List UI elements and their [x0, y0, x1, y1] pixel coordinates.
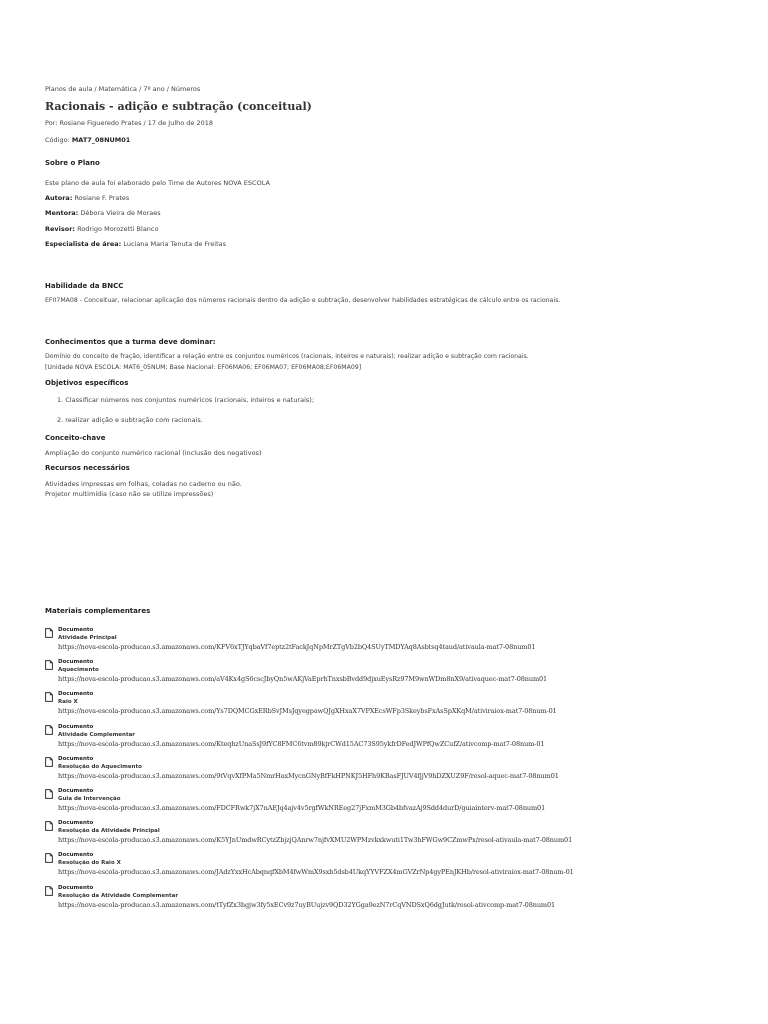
material-type-label: Documento	[58, 755, 94, 762]
material-item[interactable]	[45, 885, 735, 915]
revisor-value: Rodrigo Morozetti Blanco	[77, 225, 159, 233]
conceito-heading: Conceito-chave	[45, 434, 106, 442]
material-name: Atividade Complementar	[58, 731, 135, 738]
material-item[interactable]	[45, 627, 735, 657]
plan-code-label: Código:	[45, 136, 70, 144]
material-name: Resolução da Atividade Complementar	[58, 892, 179, 899]
document-icon	[45, 821, 53, 831]
document-icon	[45, 725, 53, 735]
conhecimentos-line2: [Unidade NOVA ESCOLA: MAT6_05NUM; Base Nacional: EF06MA06; EF06MA07; EF06MA08;EF06MA09]	[45, 364, 362, 371]
material-type-label: Documento	[58, 852, 94, 859]
material-type-label: Documento	[58, 788, 94, 794]
material-url-link[interactable]: https://nova-escola-producao.s3.amazonaws.com/JAdzYxxHcAbqnqfXbM4fwWmX9sxb5dsb4UkqYYVFZX4mGVZrNp4gyPEnJKHb/resol-ativiraiox-mat7-08num-01	[58, 868, 574, 877]
material-url-link[interactable]: https://nova-escola-producao.s3.amazonaws.com/9tVqvXfPMa5NmrHaxMycnGNyBfFkHPNKJ5HFh9KBasFJUV4fjjV9hDZXUZ9F/resol-aquec-mat7-08num01	[58, 771, 559, 780]
material-name: Guia de Intervenção	[58, 796, 121, 802]
conhecimentos-heading: Conhecimentos que a turma deve dominar:	[45, 338, 216, 346]
material-item[interactable]	[45, 724, 735, 754]
document-icon	[45, 692, 53, 702]
objetivo-item: 1. Classificar números nos conjuntos numéricos (racionais, inteiros e naturais);	[57, 396, 315, 404]
recursos-line2: Projetor multimídia (caso não se utilize impressões)	[45, 490, 214, 498]
material-item[interactable]	[45, 788, 735, 818]
document-icon	[45, 789, 53, 799]
breadcrumb: Planos de aula / Matemática / 7º ano / Números	[45, 85, 201, 93]
mentora-value: Débora Vieira de Moraes	[80, 209, 161, 217]
material-type-label: Documento	[58, 820, 94, 827]
material-type-label: Documento	[58, 691, 94, 698]
materiais-heading: Materiais complementares	[45, 607, 151, 615]
recursos-heading: Recursos necessários	[45, 464, 130, 472]
revisor-label: Revisor:	[45, 225, 76, 233]
material-type-label: Documento	[58, 627, 94, 633]
material-url-link[interactable]: https://nova-escola-producao.s3.amazonaws.com/KFV6xTJYqbaVf7eptz2tFackJqNpMrZTgVb2bQ4SUyTMDYAq8Asbtsq4taud/ativaula-mat7-08num01	[58, 643, 536, 651]
material-url-link[interactable]: https://nova-escola-producao.s3.amazonaws.com/K5YJnUmdwRCytzZbjzjQAnrw7njfvXMU2WPMzvkxkwuti1Tw3hFWGw9CZmwPx/resol-ativaula-mat7-08num01	[58, 836, 573, 845]
bncc-heading: Habilidade da BNCC	[45, 282, 124, 290]
recursos-line1: Atividades impressas em folhas, coladas no caderno ou não.	[45, 480, 242, 488]
document-icon	[45, 886, 53, 896]
autora-label: Autora:	[45, 194, 73, 202]
material-type-label: Documento	[58, 723, 94, 730]
revisor-line	[45, 225, 158, 233]
mentora-label: Mentora:	[45, 209, 79, 217]
document-icon	[45, 853, 53, 863]
objetivos-heading: Objetivos específicos	[45, 379, 129, 387]
sobre-intro: Este plano de aula foi elaborado pelo Time de Autores NOVA ESCOLA	[45, 179, 270, 187]
material-url-link[interactable]: https://nova-escola-producao.s3.amazonaws.com/Ys7DQMCGxERbSvJMsJqyegpawQJgXHxaX7VPXEcsWFp3SkeybsFxAsSpXKqM/ativiraiox-mat7-08num-01	[58, 707, 557, 716]
material-url-link[interactable]: https://nova-escola-producao.s3.amazonaws.com/KteqhzUnaSsJ9fYC8FMC6tvm89kjrCWd15AC73S95ykfrDFedJWPfQwZCufZ/ativcomp-mat7-08num-01	[58, 739, 545, 748]
author-date: Por: Rosiane Figueredo Prates / 17 de Julho de 2018	[45, 119, 214, 127]
material-item[interactable]	[45, 691, 735, 721]
autora-line	[45, 194, 129, 202]
document-icon	[45, 660, 53, 670]
especialista-line	[45, 240, 226, 248]
material-url-link[interactable]: https://nova-escola-producao.s3.amazonaws.com/aV4Kx4gS6cscJbyQn5wAKjVaEprhTnxsbBvdd9djxuEysRz97M9wnWDm8nX9/ativaquec-mat7-08num01	[58, 675, 548, 684]
material-item[interactable]	[45, 659, 735, 689]
material-item[interactable]	[45, 852, 735, 882]
conhecimentos-line1: Domínio do conceito de fração, identificar a relação entre os conjuntos numéricos (racionais, inteiros e naturais); realizar adição e subtração com racionais.	[45, 353, 529, 360]
material-type-label: Documento	[58, 884, 94, 891]
mentora-line	[45, 209, 161, 217]
material-name: Resolução da Atividade Principal	[58, 828, 160, 835]
material-type-label: Documento	[58, 659, 94, 666]
sobre-heading: Sobre o Plano	[45, 159, 100, 167]
material-url-link[interactable]: https://nova-escola-producao.s3.amazonaws.com/tTyfZx3hgjw3fy5xECv9z7uyBUujzv9QD32YGga9ezN7rCqVNDSxQ6dgJutk/resol-ativcomp-mat7-08num01	[58, 900, 556, 909]
page-title: Racionais - adição e subtração (conceitual)	[45, 100, 312, 113]
bncc-text: EF07MA08 - Conceituar, relacionar aplicação dos números racionais dentro da adição e subtração, desenvolver habilidades estratégicas de cálculo entre os racionais.	[45, 297, 561, 304]
material-name: Resolução do Aquecimento	[58, 763, 142, 770]
material-name: Aquecimento	[58, 667, 99, 674]
document-icon	[45, 628, 53, 638]
conceito-text: Ampliação do conjunto numérico racional (inclusão dos negativos)	[45, 449, 262, 457]
especialista-value: Luciana Maria Tenuta de Freitas	[123, 240, 227, 248]
material-name: Atividade Principal	[58, 635, 117, 641]
document-icon	[45, 757, 53, 767]
objetivo-item: 2. realizar adição e subtração com racionais.	[57, 416, 203, 424]
material-url-link[interactable]: https://nova-escola-producao.s3.amazonaws.com/FDCFRwk7jX7nAEJq4ajv4v5rgfWkNREeg27jFxmM3Gb4bfvazAj9Sdd4durD/guiainterv-mat7-08num01	[58, 804, 546, 812]
material-item[interactable]	[45, 756, 735, 786]
material-name: Raio X	[58, 699, 78, 706]
autora-value: Rosiane F. Prates	[74, 194, 130, 202]
plan-code-value: MAT7_08NUM01	[71, 136, 131, 144]
material-name: Resolução do Raio X	[58, 860, 121, 867]
plan-code	[45, 136, 130, 144]
especialista-label: Especialista de área:	[45, 240, 122, 248]
material-item[interactable]	[45, 820, 735, 850]
